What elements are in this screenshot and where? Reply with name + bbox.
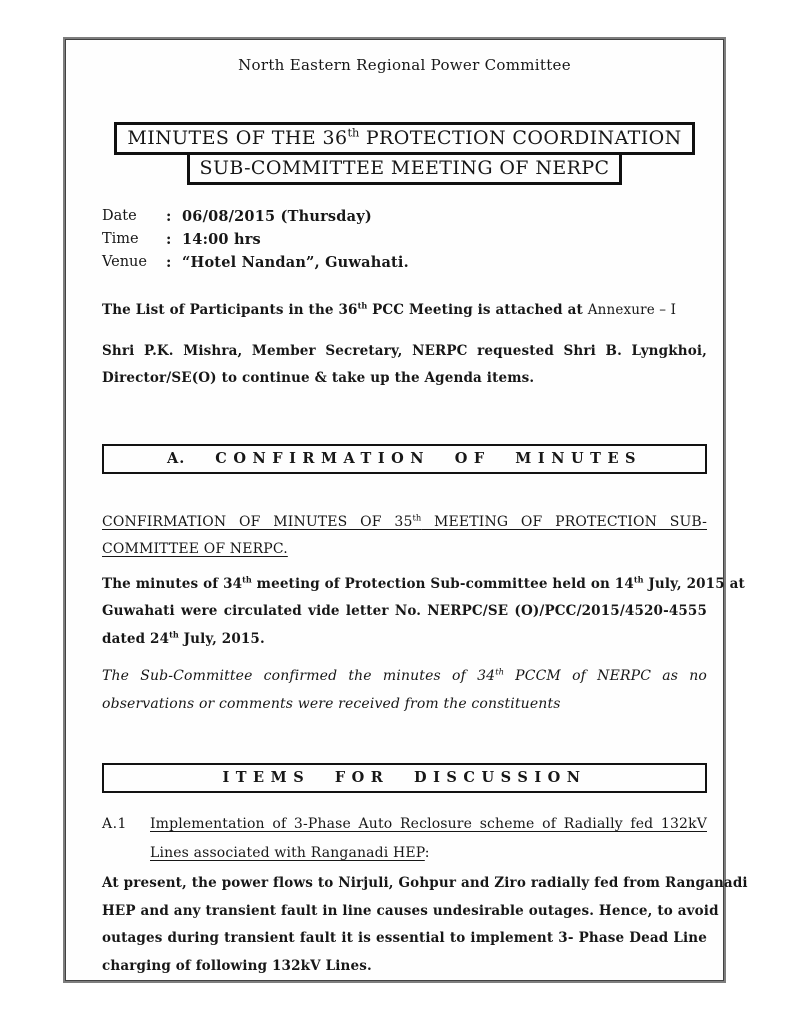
minutes-line-1-b: meeting of Protection Sub-committee held on 14 bbox=[251, 575, 634, 592]
item-a1-heading-line-1 bbox=[150, 810, 707, 839]
secretary-request-paragraph bbox=[102, 338, 707, 393]
confirmation-statement-text: The Sub-Committee confirmed the minutes of 34 bbox=[102, 668, 496, 684]
secretary-request-line-1: Shri P.K. Mishra, Member Secretary, NERPC requested Shri B. Lyngkhoi, bbox=[102, 342, 707, 359]
confirmation-statement-paragraph bbox=[102, 663, 707, 718]
time-separator: : bbox=[166, 231, 172, 248]
confirmation-heading-superscript: th bbox=[412, 511, 422, 522]
section-a-heading: CONFIRMATION OF MINUTES bbox=[215, 449, 643, 467]
confirmation-statement-text-rest: PCCM of NERPC as no bbox=[503, 668, 707, 684]
present-situation-line-1: At present, the power flows to Nirjuli, Gohpur and Ziro radially fed from Ranganadi bbox=[102, 875, 748, 891]
participants-note-bold-rest: PCC Meeting is attached at bbox=[367, 302, 588, 318]
annexure-reference: Annexure – I bbox=[587, 302, 677, 318]
confirmation-heading-line-1 bbox=[102, 509, 707, 537]
title-line-2: SUB-COMMITTEE MEETING OF NERPC bbox=[187, 152, 623, 185]
participants-note-bold: The List of Participants in the 36 bbox=[102, 302, 358, 318]
venue-separator: : bbox=[166, 254, 172, 271]
minutes-circulation-paragraph bbox=[102, 571, 745, 654]
confirmation-statement-superscript: th bbox=[495, 666, 504, 677]
item-a1-heading-colon: : bbox=[424, 845, 430, 861]
participants-note-superscript: th bbox=[357, 300, 368, 311]
confirmation-statement-line-2: observations or comments were received from the constituents bbox=[102, 695, 561, 712]
document-content bbox=[102, 39, 748, 981]
items-for-discussion-heading-box bbox=[102, 763, 707, 793]
meeting-date-row bbox=[102, 205, 707, 228]
title-line-1-superscript: th bbox=[347, 125, 360, 140]
item-a1-heading-line-2-text: Lines associated with Ranganadi HEP bbox=[150, 845, 425, 861]
section-a-prefix: A. bbox=[166, 449, 186, 467]
present-situation-line-2: HEP and any transient fault in line causes undesirable outages. Hence, to avoid bbox=[102, 902, 719, 919]
item-a1-heading-line-2 bbox=[150, 839, 707, 868]
minutes-line-1-c: July, 2015 at bbox=[643, 575, 745, 592]
minutes-line-3-b: July, 2015. bbox=[178, 630, 265, 647]
date-separator: : bbox=[166, 208, 172, 225]
organization-name: North Eastern Regional Power Committee bbox=[238, 56, 571, 74]
meeting-time-row bbox=[102, 228, 707, 251]
time-label: Time bbox=[102, 231, 139, 247]
item-a1-heading bbox=[102, 810, 707, 868]
venue-value: “Hotel Nandan”, Guwahati. bbox=[182, 254, 409, 271]
title-line-1 bbox=[114, 122, 694, 155]
present-situation-line-4: charging of following 132kV Lines. bbox=[102, 957, 372, 974]
confirmation-heading-line-2-text: COMMITTEE OF NERPC. bbox=[102, 541, 288, 557]
minutes-circulation-line-3 bbox=[102, 626, 707, 654]
confirmation-heading bbox=[102, 509, 707, 564]
venue-label: Venue bbox=[102, 254, 147, 270]
meeting-details bbox=[102, 205, 707, 274]
title-line-1-text: MINUTES OF THE 36 bbox=[127, 127, 348, 149]
minutes-line-3-a: dated 24 bbox=[102, 630, 170, 647]
minutes-circulation-line-1 bbox=[102, 571, 745, 599]
confirmation-heading-text: CONFIRMATION OF MINUTES OF 35 bbox=[102, 513, 413, 530]
document-title bbox=[102, 122, 707, 185]
title-line-1-text-rest: PROTECTION COORDINATION bbox=[359, 127, 682, 149]
section-a-heading-box bbox=[102, 444, 707, 474]
participants-note-line bbox=[102, 297, 707, 325]
minutes-circulation-line-2: Guwahati were circulated vide letter No. NERPC/SE (O)/PCC/2015/4520-4555 bbox=[102, 603, 707, 619]
present-situation-paragraph bbox=[102, 870, 748, 980]
page-border-frame bbox=[63, 37, 748, 983]
minutes-line-3-sup: th bbox=[169, 629, 179, 639]
items-for-discussion-heading: ITEMS FOR DISCUSSION bbox=[222, 769, 587, 786]
confirmation-statement-line-1 bbox=[102, 663, 707, 691]
confirmation-heading-text-rest: MEETING OF PROTECTION SUB- bbox=[421, 513, 707, 530]
item-a1-heading-line-1-text: Implementation of 3-Phase Auto Reclosure scheme of Radially fed 132kV bbox=[150, 816, 707, 832]
meeting-venue-row bbox=[102, 251, 707, 274]
time-value: 14:00 hrs bbox=[182, 231, 261, 248]
date-label: Date bbox=[102, 208, 137, 224]
minutes-line-1-sup-a: th bbox=[242, 574, 252, 584]
item-a1-number: A.1 bbox=[102, 816, 127, 832]
present-situation-line-3: outages during transient fault it is essential to implement 3- Phase Dead Line bbox=[102, 930, 707, 946]
date-value: 06/08/2015 (Thursday) bbox=[182, 208, 372, 225]
participants-note bbox=[102, 297, 707, 325]
minutes-line-1-sup-b: th bbox=[633, 574, 644, 584]
secretary-request-line-2: Director/SE(O) to continue & take up the Agenda items. bbox=[102, 370, 535, 386]
minutes-line-1-a: The minutes of 34 bbox=[102, 575, 243, 592]
confirmation-heading-line-2 bbox=[102, 536, 707, 564]
